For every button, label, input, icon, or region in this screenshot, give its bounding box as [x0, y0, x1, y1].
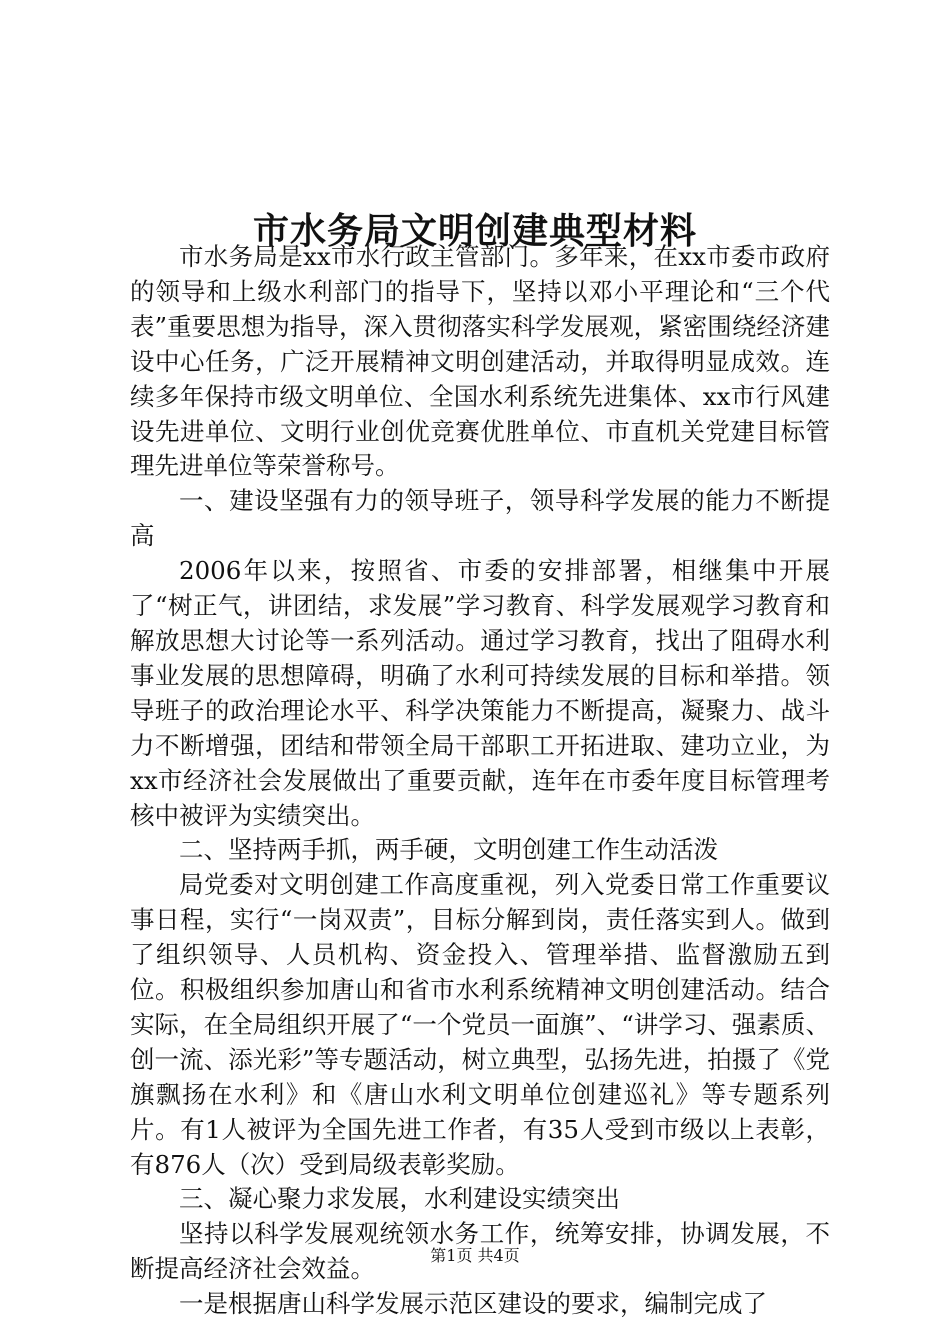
paragraph-section-3-item-1: 一是根据唐山科学发展示范区建设的要求，编制完成了: [179, 1289, 767, 1319]
paragraph-section-3: 坚持以科学发展观统领水务工作，统筹安排，协调发展，不断提高经济社会效益。: [130, 1219, 830, 1284]
section-heading-3: 三、凝心聚力求发展，水利建设实绩突出: [179, 1184, 620, 1214]
paragraph-section-1: 2006年以来，按照省、市委的安排部署，相继集中开展了“树正气，讲团结，求发展”学习教育、科学发展观学习教育和解放思想大讨论等一系列活动。通过学习教育，找出了阻碍水利事业发展的思想障碍，明确了水利可持续发展的目标和举措。领导班子的政治理论水平、科学决策能力不断提高，凝聚力、战斗力不断增强，团结和带领全局干部职工开拓进取、建功立业，为xx市经济社会发展做出了重要贡献，连年在市委年度目标管理考核中被评为实绩突出。: [130, 556, 830, 830]
document-body: [130, 240, 830, 1322]
section-heading-2: 二、坚持两手抓，两手硬，文明创建工作生动活泼: [179, 835, 718, 865]
page-number-footer: 第1页 共4页: [430, 1246, 520, 1265]
document-title: 市水务局文明创建典型材料: [252, 210, 697, 253]
section-heading-1: 一、建设坚强有力的领导班子，领导科学发展的能力不断提高: [130, 486, 830, 551]
paragraph-section-2: 局党委对文明创建工作高度重视，列入党委日常工作重要议事日程，实行“一岗双责”，目标分解到岗，责任落实到人。做到了组织领导、人员机构、资金投入、管理举措、监督激励五到位。积极组织参加唐山和省市水利系统精神文明创建活动。结合实际，在全局组织开展了“一个党员一面旗”、“讲学习、强素质、创一流、添光彩”等专题活动，树立典型，弘扬先进，拍摄了《党旗飘扬在水利》和《唐山水利文明单位创建巡礼》等专题系列片。有1人被评为全国先进工作者，有35人受到市级以上表彰，有876人（次）受到局级表彰奖励。: [130, 870, 830, 1179]
paragraph-intro: 市水务局是xx市水行政主管部门。多年来，在xx市委市政府的领导和上级水利部门的指导下，坚持以邓小平理论和“三个代表”重要思想为指导，深入贯彻落实科学发展观，紧密围绕经济建设中心任务，广泛开展精神文明创建活动，并取得明显成效。连续多年保持市级文明单位、全国水利系统先进集体、xx市行风建设先进单位、文明行业创优竞赛优胜单位、市直机关党建目标管理先进单位等荣誉称号。: [130, 242, 830, 481]
